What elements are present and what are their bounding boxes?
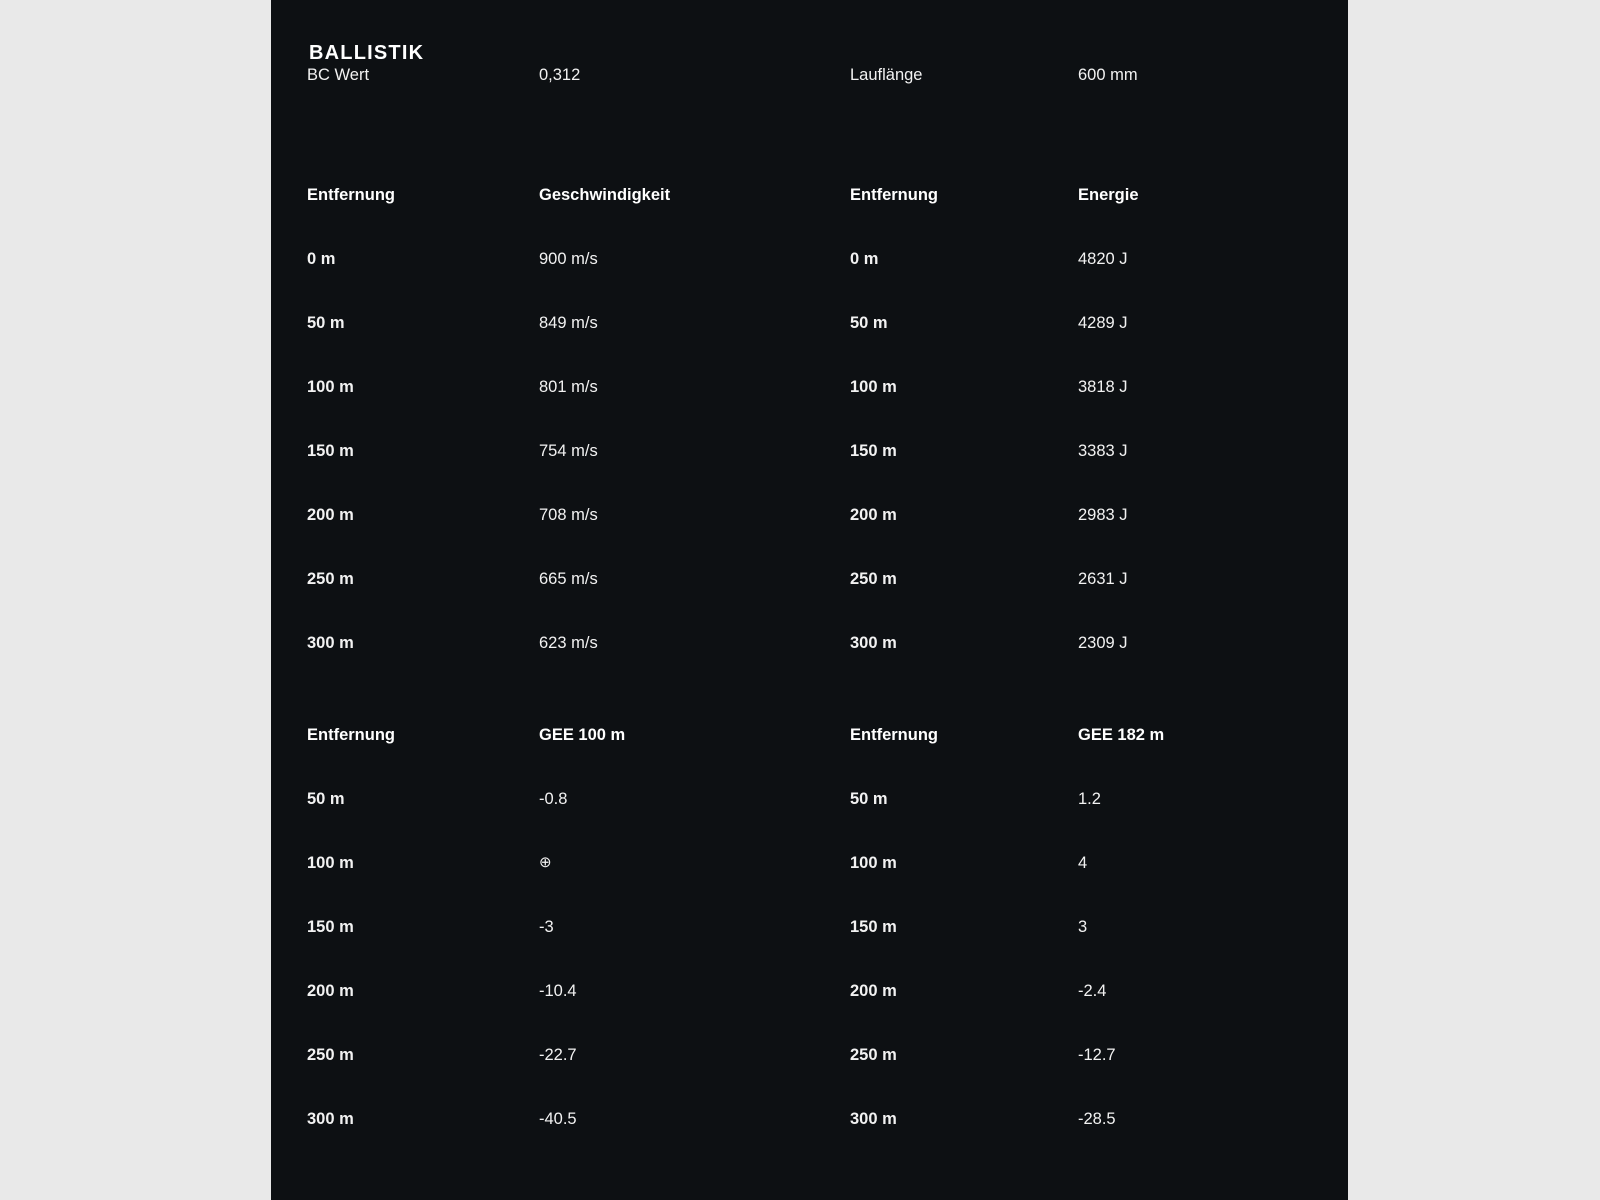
table-row	[307, 249, 1348, 313]
header-distance-right-gee: Entfernung	[850, 726, 938, 744]
cell-energy: 3383 J	[1078, 442, 1128, 460]
ballistics-tables	[307, 65, 1348, 1173]
barrel-length-label: Lauflänge	[850, 66, 923, 84]
cell-distance-right: 150 m	[850, 918, 897, 936]
cell-gee-100: -3	[539, 918, 554, 936]
cell-distance-right: 300 m	[850, 1110, 897, 1128]
cell-distance-left: 200 m	[307, 982, 354, 1000]
cell-velocity: 665 m/s	[539, 570, 598, 588]
cell-distance-right: 100 m	[850, 854, 897, 872]
crosshair-icon: ⊕	[539, 854, 552, 871]
table-row	[307, 505, 1348, 569]
cell-velocity: 849 m/s	[539, 314, 598, 332]
cell-distance-left: 300 m	[307, 1110, 354, 1128]
cell-gee-100: -10.4	[539, 982, 577, 1000]
cell-gee-182: -12.7	[1078, 1046, 1116, 1064]
header-velocity: Geschwindigkeit	[539, 186, 671, 204]
cell-distance-right: 250 m	[850, 1046, 897, 1064]
table-row	[307, 853, 1348, 917]
cell-distance-left: 300 m	[307, 634, 354, 652]
cell-distance-left: 0 m	[307, 250, 336, 268]
bc-label: BC Wert	[307, 66, 370, 84]
cell-distance-left: 150 m	[307, 442, 354, 460]
header-energy: Energie	[1078, 186, 1139, 204]
cell-distance-right: 200 m	[850, 982, 897, 1000]
header-gee-100: GEE 100 m	[539, 726, 626, 744]
cell-energy: 4289 J	[1078, 314, 1128, 332]
cell-distance-right: 100 m	[850, 378, 897, 396]
spacer	[307, 157, 1348, 185]
cell-distance-right: 50 m	[850, 790, 888, 808]
header-distance-left: Entfernung	[307, 186, 395, 204]
table-row	[307, 789, 1348, 853]
cell-gee-100: -40.5	[539, 1110, 577, 1128]
header-gee-182: GEE 182 m	[1078, 726, 1165, 744]
cell-velocity: 708 m/s	[539, 506, 598, 524]
table-row	[307, 633, 1348, 697]
cell-gee-182: 1.2	[1078, 790, 1101, 808]
cell-distance-right: 0 m	[850, 250, 879, 268]
cell-gee-100: -0.8	[539, 790, 568, 808]
cell-distance-right: 200 m	[850, 506, 897, 524]
meta-row	[307, 65, 1348, 157]
cell-energy: 2309 J	[1078, 634, 1128, 652]
table-row	[307, 377, 1348, 441]
table-row	[307, 569, 1348, 633]
cell-velocity: 801 m/s	[539, 378, 598, 396]
cell-gee-182: -2.4	[1078, 982, 1107, 1000]
cell-distance-left: 250 m	[307, 570, 354, 588]
cell-distance-left: 100 m	[307, 854, 354, 872]
cell-velocity: 754 m/s	[539, 442, 598, 460]
cell-distance-right: 150 m	[850, 442, 897, 460]
cell-energy: 3818 J	[1078, 378, 1128, 396]
barrel-length-value: 600 mm	[1078, 66, 1138, 84]
cell-gee-182: 3	[1078, 918, 1088, 936]
bc-value: 0,312	[539, 66, 581, 84]
table-row	[307, 981, 1348, 1045]
cell-velocity: 623 m/s	[539, 634, 598, 652]
header-distance-right: Entfernung	[850, 186, 938, 204]
table-row	[307, 1045, 1348, 1109]
ballistics-panel	[271, 0, 1348, 1200]
cell-gee-182: -28.5	[1078, 1110, 1116, 1128]
page-title: BALLISTIK	[309, 42, 425, 64]
cell-distance-left: 50 m	[307, 790, 345, 808]
cell-distance-right: 300 m	[850, 634, 897, 652]
cell-energy: 4820 J	[1078, 250, 1128, 268]
gee-table-header	[307, 725, 1348, 789]
cell-distance-left: 200 m	[307, 506, 354, 524]
cell-distance-right: 250 m	[850, 570, 897, 588]
header-distance-left-gee: Entfernung	[307, 726, 395, 744]
cell-distance-right: 50 m	[850, 314, 888, 332]
cell-energy: 2631 J	[1078, 570, 1128, 588]
cell-gee-100: -22.7	[539, 1046, 577, 1064]
cell-gee-182: 4	[1078, 854, 1088, 872]
cell-energy: 2983 J	[1078, 506, 1128, 524]
cell-distance-left: 50 m	[307, 314, 345, 332]
cell-distance-left: 150 m	[307, 918, 354, 936]
table-row	[307, 1109, 1348, 1173]
cell-velocity: 900 m/s	[539, 250, 598, 268]
table-row	[307, 313, 1348, 377]
cell-distance-left: 100 m	[307, 378, 354, 396]
table-row	[307, 441, 1348, 505]
cell-distance-left: 250 m	[307, 1046, 354, 1064]
table-row	[307, 917, 1348, 981]
spacer	[307, 697, 1348, 725]
velocity-table-header	[307, 185, 1348, 249]
